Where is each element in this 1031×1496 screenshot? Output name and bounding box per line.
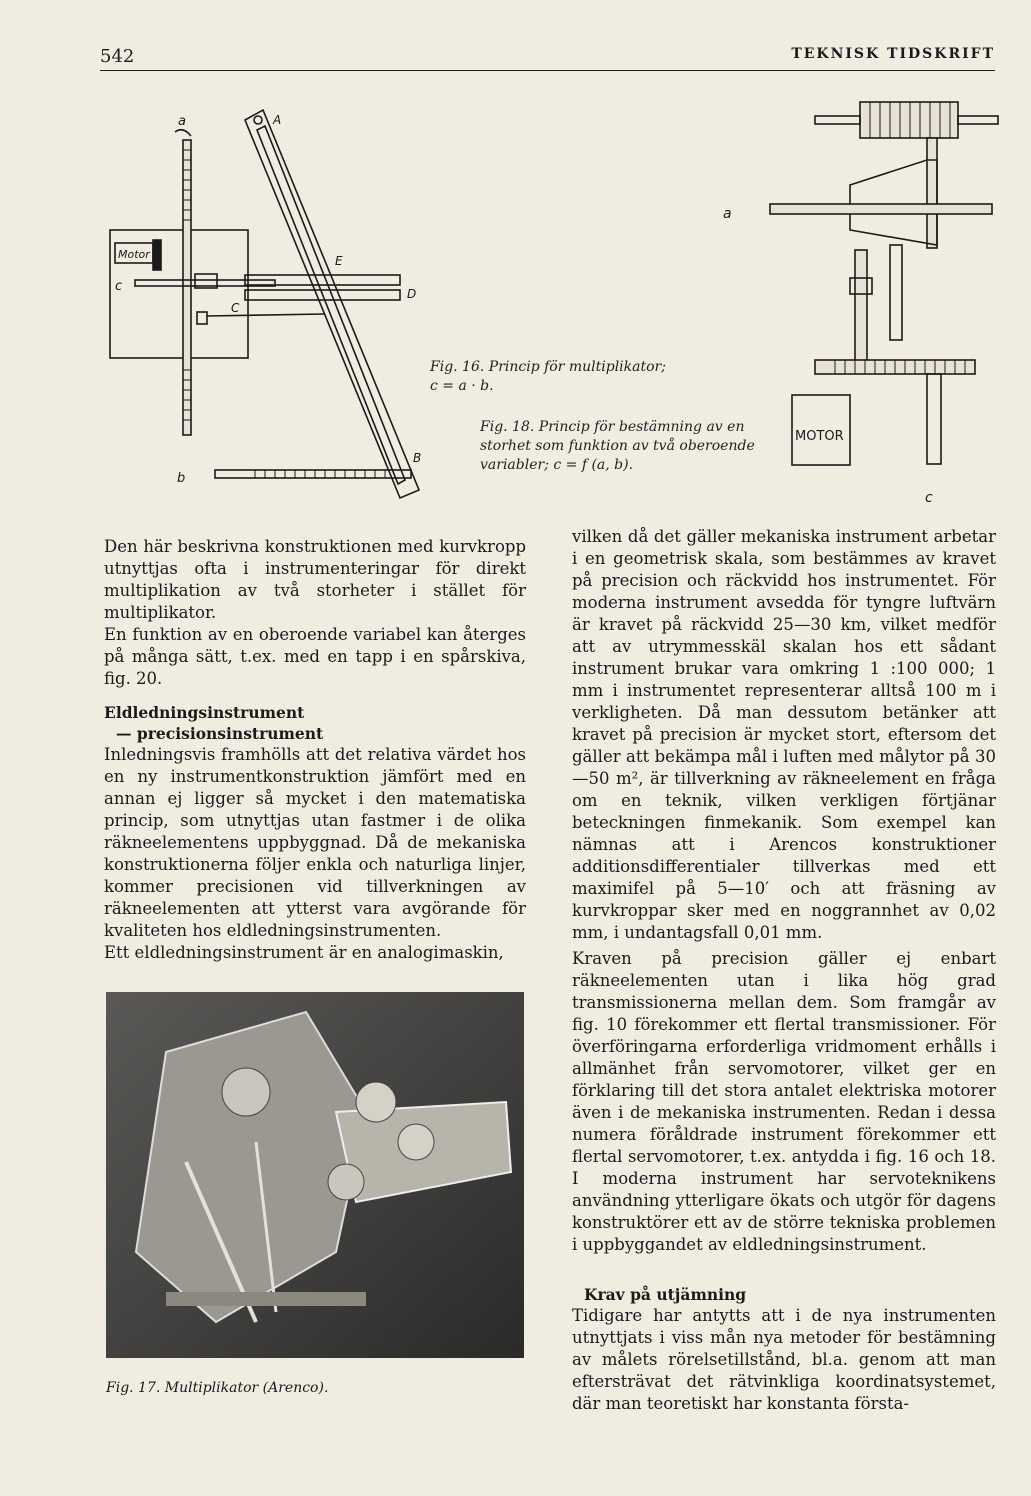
fig18-caption: Fig. 18. Princip för bestämning av en storhet som funktion av två oberoende variabler; c = f (a, b). bbox=[480, 419, 755, 473]
figure-16-diagram bbox=[110, 110, 421, 498]
label-c-fig18: c bbox=[925, 490, 933, 506]
page-number: 542 bbox=[100, 46, 135, 67]
paragraph: Den här beskrivna konstruktionen med kurvkropp utnyttjas ofta i instrumenteringar för direkt multiplikation av två storheter i stället för multiplikator. bbox=[104, 537, 526, 622]
motor-label-fig18: MOTOR bbox=[795, 429, 844, 444]
journal-title: TEKNISK TIDSKRIFT bbox=[791, 46, 995, 62]
label-c-fig16: c bbox=[115, 279, 123, 294]
label-a-fig16: a bbox=[178, 114, 186, 129]
label-D: D bbox=[407, 287, 417, 301]
motor-label-fig16: Motor bbox=[118, 248, 150, 261]
paragraph: Inledningsvis framhölls att det relativa värdet hos en ny instrumentkonstruktion jämfört med en annan ej ligger så mycket i den matematiska princip, som utnyttjas utan fastmer i de olika räkneelementens uppbyggnad. Då de mekaniska konstruktionerna följer enkla och naturliga linjer, kommer precisionen vid tillverkningen av räkneelementen att ytterst vara avgörande för kvaliteten hos eldledningsinstrumenten. bbox=[104, 745, 526, 940]
paragraph: Tidigare har antytts att i de nya instrumenten utnyttjats i viss mån nya metoder för bestämning av målets rörelsetillstånd, bl.a. genom att man eftersträvat det rätvinkliga koordinatsystemet, där man teoretiskt har konstanta första- bbox=[572, 1306, 996, 1413]
right-column bbox=[572, 526, 996, 1415]
label-C: C bbox=[231, 301, 240, 315]
label-E: E bbox=[335, 254, 343, 268]
page-header bbox=[100, 44, 995, 71]
paragraph: Kraven på precision gäller ej enbart räkneelementen utan i lika hög grad transmissionerna mellan dem. Som framgår av fig. 10 förekommer ett flertal transmissioner. För överföringarna erforderliga vridmoment erhålls i allmänhet från servomotorer, vilket ger en förklaring till det stora antalet elektriska motorer även i de mekaniska instrumenten. Redan i dessa numera föråldrade instrument förekommer ett flertal servomotorer, t.ex. antydda i fig. 16 och 18. I moderna instrument har servoteknikens användning ytterligare ökats och utgör för dagens konstruktörer ett av de större tekniska problemen i uppbyggandet av eldledningsinstrument. bbox=[572, 949, 996, 1254]
label-A: A bbox=[273, 113, 282, 127]
label-b-fig16: b bbox=[177, 471, 186, 486]
section-heading: Eldledningsinstrument bbox=[104, 703, 305, 722]
left-column bbox=[104, 536, 526, 964]
paragraph: vilken då det gäller mekaniska instrument arbetar i en geometrisk skala, som bestämmes av kravet på precision och räckvidd hos instrumentet. För moderna instrument avsedda för tyngre luftvärn är kravet på räckvidd 25—30 km, vilket medför att av utrymmesskäl skalan hos ett sådant instrument brukar vara omkring 1 :100 000; 1 mm i instrumentet representerar alltså 100 m i verkligheten. Då man dessutom betänker att kravet på precision är mycket stort, eftersom det gäller att bekämpa mål i luften med målytor på 30—50 m², är tillverkning av räkneelement en fråga om en teknik, vilken verkligen förtjänar beteckningen finmekanik. Som exempel kan nämnas att i Arencos konstruktioner additionsdifferentialer tillverkas med ett maximifel på 5—10′ och att fräsning av kurvkroppar sker med en noggrannhet av 0,02 mm, i undantagsfall 0,01 mm. bbox=[572, 527, 996, 942]
multiplikator-photo bbox=[106, 992, 524, 1358]
figure-18-diagram bbox=[723, 102, 998, 506]
paragraph: En funktion av en oberoende variabel kan återges på många sätt, t.ex. med en tapp i en spårskiva, fig. 20. bbox=[104, 625, 526, 688]
label-a-fig18: a bbox=[723, 206, 732, 222]
label-B: B bbox=[413, 451, 422, 465]
section-heading: Krav på utjämning bbox=[584, 1285, 747, 1304]
fig16-caption: Fig. 16. Princip för multiplikator; c = a · b. bbox=[430, 359, 666, 394]
paragraph: Ett eldledningsinstrument är en analogimaskin, bbox=[104, 943, 504, 962]
fig17-caption: Fig. 17. Multiplikator (Arenco). bbox=[106, 1380, 329, 1396]
section-subheading: — precisionsinstrument bbox=[116, 724, 324, 743]
